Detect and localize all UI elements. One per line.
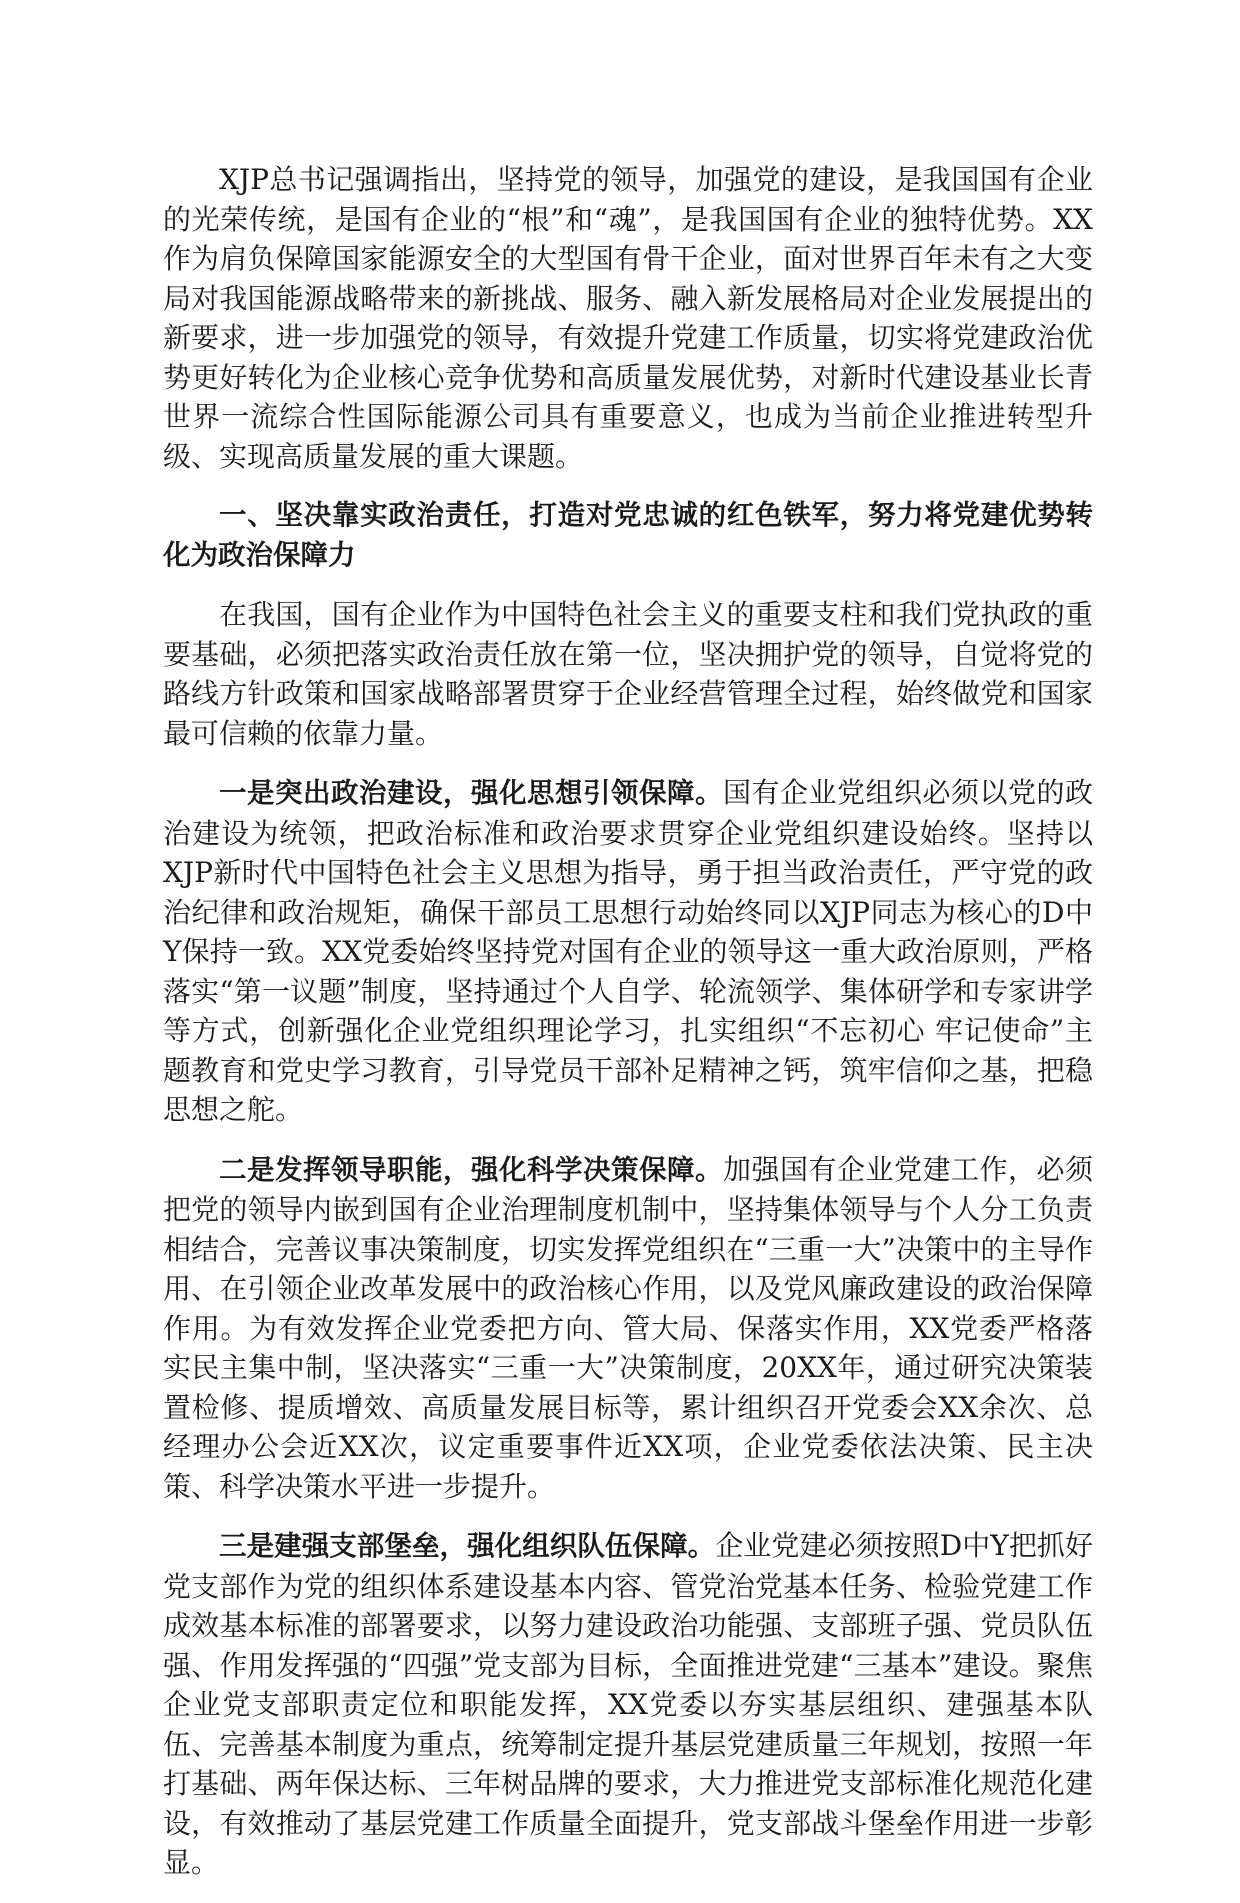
point-3-lead: 三是建强支部堡垒，强化组织队伍保障。 — [219, 1530, 716, 1562]
point-2-body: 加强国有企业党建工作，必须把党的领导内嵌到国有企业治理制度机制中，坚持集体领导与个人分工负责相结合，完善议事决策制度，切实发挥党组织在“三重一大”决策中的主导作用、在引领企业改革发展中的政治核心作用，以及党风廉政建设的政治保障作用。为有效发挥企业党委把方向、管大局、保落实作用，XX党委严格落实民主集中制，坚决落实“三重一大”决策制度，20XX年，通过研究决策装置检修、提质增效、高质量发展目标等，累计组织召开党委会XX余次、总经理办公会近XX次，议定重要事件近XX项，企业党委依法决策、民主决策、科学决策水平进一步提升。 — [163, 1152, 1093, 1503]
point-2-paragraph — [163, 1150, 1093, 1507]
point-1-body: 国有企业党组织必须以党的政治建设为统领，把政治标准和政治要求贯穿企业党组织建设始终。坚持以XJP新时代中国特色社会主义思想为指导，勇于担当政治责任，严守党的政治纪律和政治规矩，确保干部员工思想行动始终同以XJP同志为核心的D中Y保持一致。XX党委始终坚持党对国有企业的领导这一重大政治原则，严格落实“第一议题”制度，坚持通过个人自学、轮流领学、集体研学和专家讲学等方式，创新强化企业党组织理论学习，扎实组织“不忘初心 牢记使命”主题教育和党史学习教育，引导党员干部补足精神之钙，筑牢信仰之基，把稳思想之舵。 — [163, 776, 1093, 1126]
section-heading-1: 一、坚决靠实政治责任，打造对党忠诚的红色铁军，努力将党建优势转化为政治保障力 — [163, 499, 1093, 571]
point-1-lead: 一是突出政治建设，强化思想引领保障。 — [219, 777, 723, 809]
point-1-paragraph — [163, 773, 1093, 1130]
point-3-paragraph — [163, 1526, 1093, 1883]
point-2-lead: 二是发挥领导职能，强化科学决策保障。 — [219, 1153, 723, 1186]
document-page — [163, 160, 1093, 1903]
section-1-paragraph: 在我国，国有企业作为中国特色社会主义的重要支柱和我们党执政的重要基础，必须把落实政治责任放在第一位，坚决拥护党的领导，自觉将党的路线方针政策和国家战略部署贯穿于企业经营管理全过程，始终做党和国家最可信赖的依靠力量。 — [163, 598, 1093, 750]
point-3-body: 企业党建必须按照D中Y把抓好党支部作为党的组织体系建设基本内容、管党治党基本任务、检验党建工作成效基本标准的部署要求，以努力建设政治功能强、支部班子强、党员队伍强、作用发挥强的“四强”党支部为目标，全面推进党建“三基本”建设。聚焦企业党支部职责定位和职能发挥，XX党委以夯实基层组织、建强基本队伍、完善基本制度为重点，统筹制定提升基层党建质量三年规划，按照一年打基础、两年保达标、三年树品牌的要求，大力推进党支部标准化规范化建设，有效推动了基层党建工作质量全面提升，党支部战斗堡垒作用进一步彰显。 — [163, 1529, 1094, 1879]
intro-paragraph: XJP总书记强调指出，坚持党的领导，加强党的建设，是我国国有企业的光荣传统，是国有企业的“根”和“魂”，是我国国有企业的独特优势。XX作为肩负保障国家能源安全的大型国有骨干企业，面对世界百年未有之大变局对我国能源战略带来的新挑战、服务、融入新发展格局对企业发展提出的新要求，进一步加强党的领导，有效提升党建工作质量，切实将党建政治优势更好转化为企业核心竞争优势和高质量发展优势，对新时代建设基业长青世界一流综合性国际能源公司具有重要意义，也成为当前企业推进转型升级、实现高质量发展的重大课题。 — [163, 163, 1093, 473]
